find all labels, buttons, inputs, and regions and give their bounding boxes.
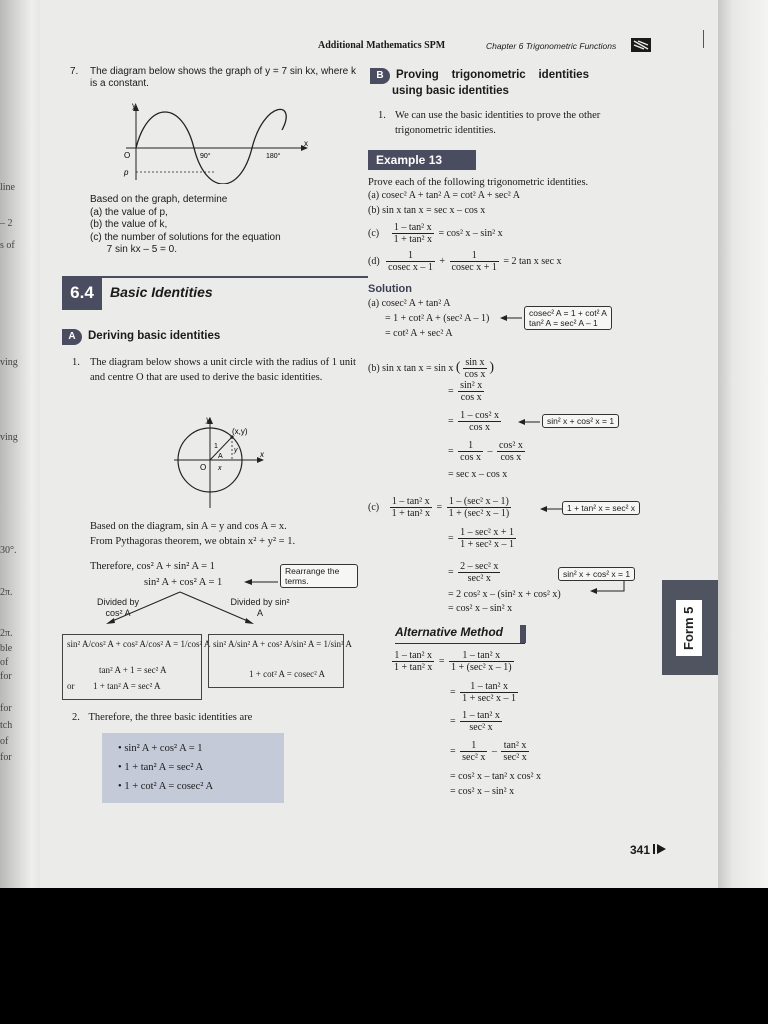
note-line: tan² A = sec² A – 1 <box>529 318 598 328</box>
sine-graph <box>112 100 312 184</box>
solution-a-line: = cot² A + sec² A <box>385 328 453 339</box>
paren-open: ( <box>455 359 461 375</box>
bleed-line: of <box>0 736 9 747</box>
fraction <box>463 357 488 380</box>
fraction <box>460 710 502 733</box>
fraction <box>458 410 501 433</box>
note-c1: 1 + tan² x = sec² x <box>562 501 640 515</box>
item-text: We can use the basic identities to prove the other trigonometric identities. <box>395 110 601 136</box>
question-part: (c) the number of solutions for the equation <box>90 231 281 243</box>
solution-c-line: = 2 cos² x – (sin² x + cos² x) <box>448 589 561 600</box>
section-heading <box>62 276 368 314</box>
denominator: sec² x <box>503 752 527 763</box>
label-divide-sin: Divided by sin² A <box>230 597 290 618</box>
circle-x-axis: x <box>260 450 264 459</box>
question-number: 7. <box>70 66 79 77</box>
identity-box-sin <box>208 634 352 688</box>
denominator: cos x <box>460 452 481 463</box>
unit-circle-diagram <box>172 416 272 512</box>
question-text: The diagram below shows the graph of y = 7 sin kx, where k is a constant. <box>90 66 356 89</box>
numerator: 1 <box>386 250 435 262</box>
arrow-down-left-icon <box>590 580 630 596</box>
denominator: cos x <box>469 422 490 433</box>
box-line: sin² A/sin² A + cos² A/sin² A = 1/sin² A <box>213 639 352 649</box>
line-text: (b) sin x tan x = sin x <box>368 362 454 374</box>
section-number: 6.4 <box>62 276 102 310</box>
alt-line: = cos² x – sin² x <box>450 786 515 797</box>
box-or: or <box>67 681 75 691</box>
graph-y-label: y <box>132 101 136 110</box>
derivation-text <box>90 519 370 549</box>
circle-point: (x,y) <box>232 427 248 436</box>
form-side-tab <box>662 580 718 675</box>
circle-y-axis: y <box>206 416 210 424</box>
denominator: 1 + sec² x – 1 <box>460 539 515 550</box>
numerator: sin² x <box>460 380 483 391</box>
derivation-line: Based on the diagram, sin A = y and cos A = x. <box>90 521 287 532</box>
fraction <box>392 222 434 245</box>
numerator: 1 – tan² x <box>392 650 434 662</box>
item-2 <box>72 710 252 725</box>
denominator: sec² x <box>462 752 486 763</box>
denominator: 1 + (sec² x – 1) <box>451 662 512 673</box>
numerator: 1 – tan² x <box>460 681 518 693</box>
item-1-left <box>72 355 368 385</box>
bleed-line: ving <box>0 432 18 443</box>
circle-y-len: y <box>234 447 238 454</box>
denominator: cos x <box>500 452 522 463</box>
numerator: tan² x <box>501 740 528 752</box>
fraction <box>458 380 484 403</box>
subsection-tag: A <box>62 329 82 345</box>
note-a <box>524 306 612 330</box>
denominator: sec² x <box>469 722 493 733</box>
form-tab-label: Form 5 <box>676 600 702 656</box>
example-intro: Prove each of the following trigonometric identities. <box>368 177 589 188</box>
item-number: 2. <box>72 712 80 723</box>
question-part: (b) the value of k, <box>90 219 168 230</box>
bleed-line: line <box>0 182 15 193</box>
arrow-left-icon <box>500 313 524 323</box>
note-c2: sin² x + cos² x = 1 <box>558 567 635 581</box>
denominator: 1 + tan² x <box>394 662 433 673</box>
solution-title: Solution <box>368 283 412 295</box>
paren-close: ) <box>489 359 495 375</box>
numerator: 1 – cos² x <box>460 410 499 421</box>
fraction <box>501 740 528 763</box>
basic-identities-box <box>102 733 284 803</box>
identity-item: • 1 + tan² A = sec² A <box>118 762 204 773</box>
solution-b-line: = $\frac{1}{\text{cos x}}$ – $\frac{\text{cos² x}}{\text{cos x}}$ <box>448 440 523 463</box>
numerator: 1 <box>450 250 499 262</box>
numerator: 1 – (sec² x – 1) <box>447 496 512 508</box>
solution-c-line: = $\frac{\text{1 – sec² x + 1}}{\text{1 + sec² x – 1}}$ <box>448 527 515 550</box>
derivation-line: sin² A + cos² A = 1 <box>144 577 223 588</box>
bleed-line: 30°. <box>0 545 17 556</box>
example-part-a: (a) cosec² A + tan² A = cot² A + sec² A <box>368 190 520 201</box>
rhs: = cos² x – sin² x <box>438 227 503 239</box>
part-label: (c) <box>368 501 380 513</box>
example-part-c <box>368 222 503 245</box>
subsection-a-heading <box>62 329 220 345</box>
graph-x-label: x <box>304 139 308 148</box>
graph-origin: O <box>124 151 131 160</box>
question-7-parts <box>90 194 281 257</box>
label-divide-cos: Divided by cos² A <box>96 597 140 618</box>
example-part-d <box>368 250 562 273</box>
alt-line: = cos² x – tan² x cos² x <box>450 771 542 782</box>
fraction <box>497 440 525 463</box>
fraction <box>450 250 499 273</box>
arrow-left-icon <box>540 504 564 514</box>
bleed-line: s of <box>0 240 15 251</box>
fraction <box>460 740 487 763</box>
part-label: (d) <box>368 255 380 267</box>
page-arrow-icon <box>653 843 667 855</box>
page-number <box>630 843 667 857</box>
example-part-b: (b) sin x tan x = sec x – cos x <box>368 205 486 216</box>
plus: + <box>439 255 446 267</box>
box-line: sin² A/cos² A + cos² A/cos² A = 1/cos² A <box>67 639 211 649</box>
solution-c-line: (c) $\frac{\text{1 – tan² x}}{\text{1 + tan² x}}$ = $\frac{\text{1 – (sec² x – 1)}}{\text{1 + (sec² x – 1)}}$ <box>368 496 510 519</box>
book-title: Additional Mathematics SPM <box>318 40 446 51</box>
example-label: Example 13 <box>368 150 476 170</box>
bleed-line: for <box>0 703 12 714</box>
section-rule <box>102 276 368 278</box>
subsection-b-heading <box>370 68 650 98</box>
part-label: (c) <box>368 227 380 239</box>
fraction <box>449 650 514 673</box>
circle-origin: O <box>200 463 207 472</box>
page-number-text: 341 <box>630 843 651 857</box>
graph-p-label: p <box>124 168 129 177</box>
circle-x-len: x <box>218 465 222 472</box>
subsection-title: Proving trigonometric identities <box>396 69 589 81</box>
solution-b-line <box>368 357 494 380</box>
denominator: cosec x + 1 <box>451 262 497 273</box>
rhs: = 2 tan x sec x <box>503 255 562 267</box>
identity-item: • 1 + cot² A = cosec² A <box>118 781 214 792</box>
item-number: 1. <box>378 110 386 121</box>
item-b1 <box>378 108 653 138</box>
solution-a-line: (a) cosec² A + tan² A <box>368 298 451 309</box>
denominator: 1 + tan² x <box>391 508 430 519</box>
alt-marker <box>520 625 526 643</box>
item-text: Therefore, the three basic identities are <box>88 712 253 723</box>
numerator: cos² x <box>498 440 523 451</box>
numerator: 1 <box>458 440 483 452</box>
fraction <box>458 527 516 550</box>
subsection-title: using basic identities <box>392 85 509 97</box>
numerator: 1 <box>460 740 487 752</box>
note-rearrange: Rearrange the terms. <box>280 564 358 588</box>
numerator: 1 – tan² x <box>392 222 434 234</box>
graph-tick-90: 90° <box>200 153 211 160</box>
fraction <box>460 681 518 704</box>
denominator: 1 + sec² x – 1 <box>462 693 517 704</box>
solution-c-line: = cos² x – sin² x <box>448 603 513 614</box>
subsection-title: Deriving basic identities <box>88 330 221 342</box>
chapter-title: Chapter 6 Trigonometric Functions <box>486 41 617 51</box>
numerator: 1 – sec² x + 1 <box>460 527 515 538</box>
bleed-line: ving <box>0 357 18 368</box>
identity-box-cos <box>62 634 211 700</box>
solution-b-line: = $\frac{\text{1 – cos² x}}{\text{cos x}}$ <box>448 410 499 433</box>
title-text: Alternative Method <box>395 625 504 639</box>
identity-item: • sin² A + cos² A = 1 <box>118 743 203 754</box>
circle-radius: 1 <box>214 443 218 450</box>
numerator: 1 – tan² x <box>390 496 432 508</box>
note-b: sin² x + cos² x = 1 <box>542 414 619 428</box>
alt-line: $\frac{\text{1 – tan² x}}{\text{1 + tan² x}}$ = $\frac{\text{1 – tan² x}}{\text{1 + (sec² x – 1)}}$ <box>394 650 512 673</box>
alt-line: = $\frac{\text{1 – tan² x}}{\text{1 + sec² x – 1}}$ <box>450 681 517 704</box>
bleed-line: – 2 <box>0 218 13 229</box>
fraction <box>447 496 512 519</box>
alternative-method-title <box>395 625 525 644</box>
numerator: 1 – tan² x <box>449 650 514 662</box>
derivation-line: From Pythagoras theorem, we obtain x² + y² = 1. <box>90 536 296 547</box>
box-line: tan² A + 1 = sec² A <box>99 665 167 675</box>
identity-text: 1 + cot² A = cosec² A <box>124 781 214 792</box>
identity-text: sin² A + cos² A = 1 <box>124 743 203 754</box>
box-line: 1 + cot² A = cosec² A <box>249 669 326 679</box>
bleed-line: for <box>0 671 12 682</box>
note-line: cosec² A = 1 + cot² A <box>529 308 607 318</box>
bleed-line: of <box>0 657 9 668</box>
solution-c-line: = $\frac{\text{2 – sec² x}}{\text{sec² x}}$ <box>448 561 499 584</box>
chapter-logo-icon <box>631 38 651 52</box>
denominator: 1 + tan² x <box>393 234 432 245</box>
alt-line: = $\frac{\text{1 – tan² x}}{\text{sec² x}}$ <box>450 710 500 733</box>
question-part: (a) the value of p, <box>90 206 168 218</box>
denominator: cos x <box>460 392 482 403</box>
item-text: The diagram below shows a unit circle with the radius of 1 unit and centre O that are used to derive the basic identities. <box>90 357 356 383</box>
fraction <box>458 561 500 584</box>
denominator: cos x <box>464 369 486 380</box>
section-title: Basic Identities <box>110 284 213 300</box>
question-prompt: Based on the graph, determine <box>90 194 228 205</box>
fraction <box>392 650 434 673</box>
bleed-line: for <box>0 752 12 763</box>
item-number: 1. <box>72 357 80 368</box>
graph-tick-180: 180° <box>266 153 281 160</box>
fraction <box>390 496 432 519</box>
bleed-line: ble <box>0 643 13 654</box>
bleed-line: 2π. <box>0 628 13 639</box>
solution-b-line: = $\frac{\text{sin² x}}{\text{cos x}}$ <box>448 380 483 403</box>
denominator: cosec x – 1 <box>388 262 433 273</box>
fraction <box>458 440 483 463</box>
circle-angle: A <box>218 453 223 460</box>
alt-line: = $\frac{1}{\text{sec² x}}$ – $\frac{\text{tan² x}}{\text{sec² x}}$ <box>450 740 527 763</box>
derivation-line: Therefore, cos² A + sin² A = 1 <box>90 561 215 572</box>
numerator: 1 – tan² x <box>462 710 500 721</box>
solution-a-line: = 1 + cot² A + (sec² A – 1) <box>385 313 490 324</box>
identity-text: 1 + tan² A = sec² A <box>124 762 204 773</box>
numerator: 2 – sec² x <box>460 561 499 572</box>
solution-b-line: = sec x – cos x <box>448 469 508 480</box>
bleed-line: 2π. <box>0 587 13 598</box>
box-line: 1 + tan² A = sec² A <box>93 681 161 691</box>
question-part: 7 sin kx – 5 = 0. <box>90 244 177 255</box>
denominator: sec² x <box>467 573 491 584</box>
denominator: 1 + (sec² x – 1) <box>448 508 510 519</box>
fraction <box>386 250 435 273</box>
header-rule <box>703 30 704 48</box>
numerator: sin x <box>463 357 488 369</box>
arrow-left-icon <box>518 417 542 427</box>
bleed-line: tch <box>0 720 13 731</box>
page-right-edge <box>718 0 768 888</box>
subsection-tag: B <box>370 68 390 84</box>
